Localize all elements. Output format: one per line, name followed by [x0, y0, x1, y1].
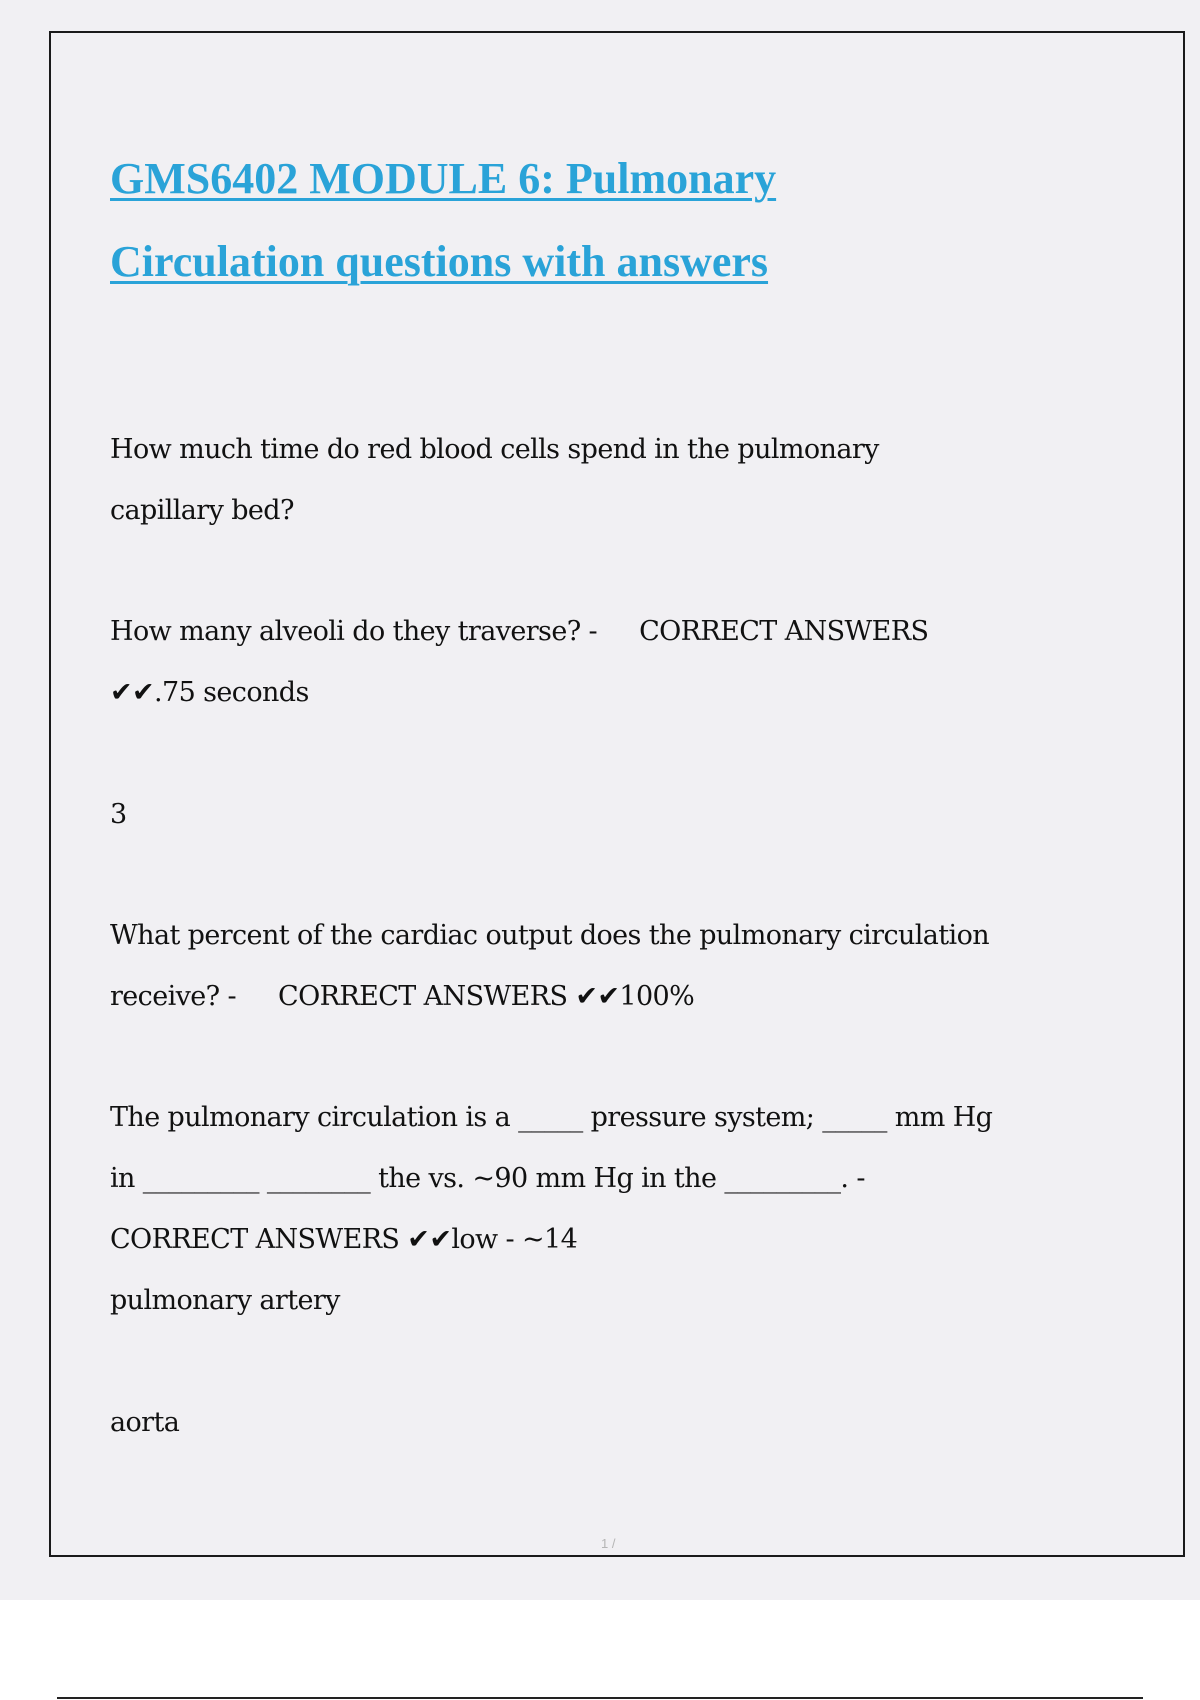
- title-line-2: Circulation questions with answers: [110, 237, 769, 286]
- page-number: 1 /: [601, 1536, 616, 1551]
- q1-line-3: [110, 601, 1110, 662]
- next-page-rule: [57, 1697, 1143, 1699]
- q2-answer: CORRECT ANSWERS ✔✔100%: [278, 981, 695, 1012]
- title-line-1: GMS6402 MODULE 6: Pulmonary: [110, 154, 777, 203]
- q3-line-1: The pulmonary circulation is a _____ pressure system; _____ mm Hg: [110, 1102, 993, 1133]
- next-page-area: [0, 1600, 1200, 1700]
- q2-line-1: What percent of the cardiac output does the pulmonary circulation: [110, 920, 990, 951]
- q1-answer-count: 3: [110, 799, 127, 830]
- q2-question-end: receive? -: [110, 981, 237, 1012]
- q3-answer-marker: CORRECT ANSWERS ✔✔low - ~14: [110, 1224, 578, 1255]
- q1-answer-marker: CORRECT ANSWERS: [639, 616, 929, 647]
- q1-followup-question: How many alveoli do they traverse? -: [110, 616, 598, 647]
- q1-answer: ✔✔.75 seconds: [110, 677, 309, 708]
- q3-answer-vessel-2: aorta: [110, 1407, 180, 1438]
- document-title: [110, 137, 1110, 303]
- document-page: [49, 31, 1185, 1557]
- q3-answer-vessel-1: pulmonary artery: [110, 1285, 340, 1316]
- q2-line-2: [110, 966, 1110, 1027]
- q3-line-2: in _________ ________ the vs. ~90 mm Hg in the _________. -: [110, 1163, 865, 1194]
- q1-line-2: capillary bed?: [110, 495, 294, 526]
- q1-line-1: How much time do red blood cells spend in the pulmonary: [110, 434, 879, 465]
